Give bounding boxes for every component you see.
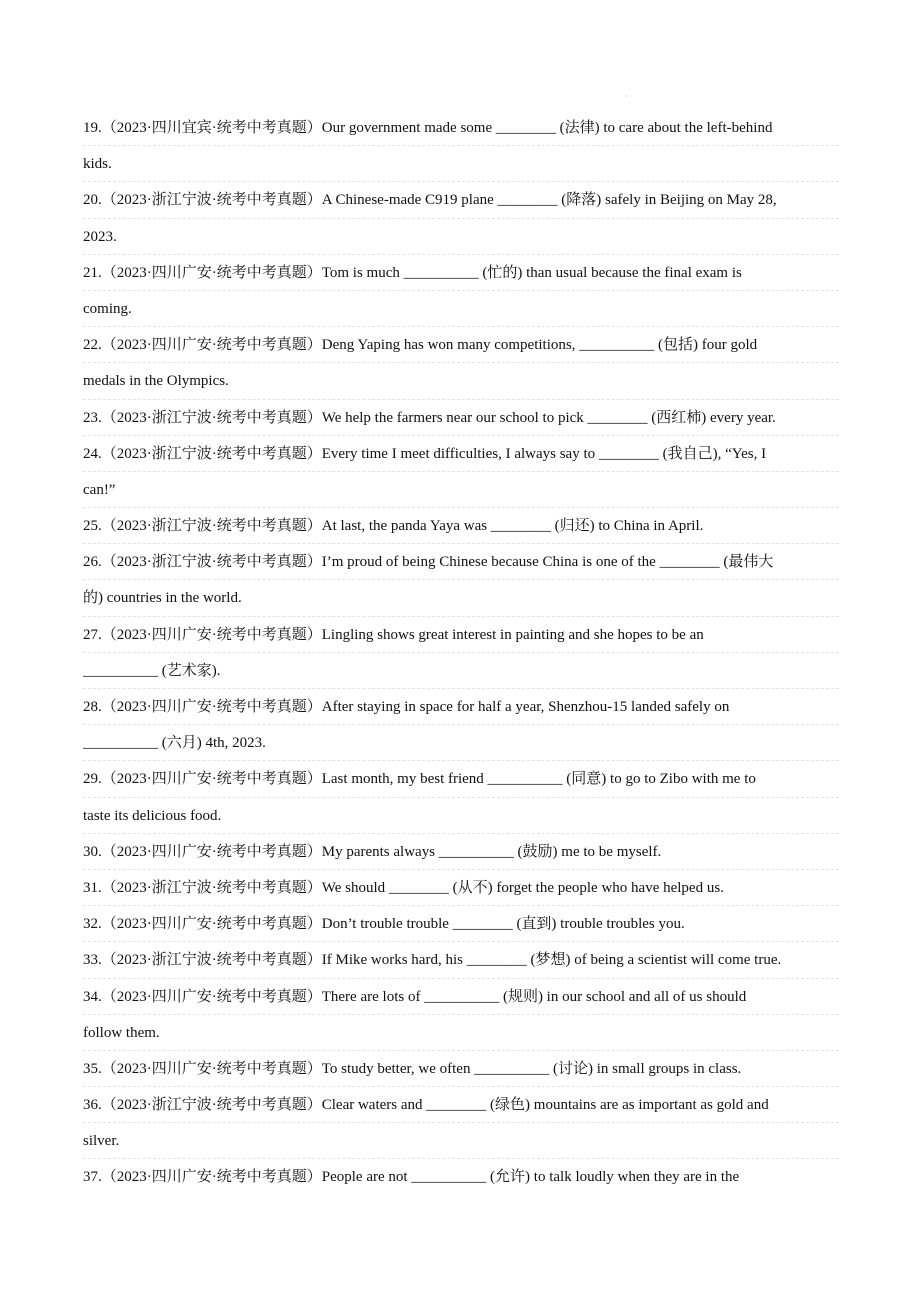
question-29-line-1: 29.（2023·四川广安·统考中考真题）Last month, my best friend __________ (同意) to go to Zibo with me to (83, 761, 839, 797)
question-36-line-1: 36.（2023·浙江宁波·统考中考真题）Clear waters and ________ (绿色) mountains are as important as gold and (83, 1087, 839, 1123)
exercise-list (83, 110, 839, 1196)
question-26-line-1: 26.（2023·浙江宁波·统考中考真题）I’m proud of being Chinese because China is one of the ________ (最伟大 (83, 544, 839, 580)
question-31-line-1: 31.（2023·浙江宁波·统考中考真题）We should ________ (从不) forget the people who have helped us. (83, 870, 839, 906)
question-21-line-1: 21.（2023·四川广安·统考中考真题）Tom is much __________ (忙的) than usual because the final exam is (83, 255, 839, 291)
question-27-line-2: __________ (艺术家). (83, 653, 839, 689)
page-dot-mark: · (625, 92, 628, 101)
question-22-line-2: medals in the Olympics. (83, 363, 839, 399)
question-21-line-2: coming. (83, 291, 839, 327)
question-28-line-2: __________ (六月) 4th, 2023. (83, 725, 839, 761)
question-22-line-1: 22.（2023·四川广安·统考中考真题）Deng Yaping has won many competitions, __________ (包括) four gold (83, 327, 839, 363)
question-30-line-1: 30.（2023·四川广安·统考中考真题）My parents always __________ (鼓励) me to be myself. (83, 834, 839, 870)
question-24-line-1: 24.（2023·浙江宁波·统考中考真题）Every time I meet difficulties, I always say to ________ (我自己), “Yes, I (83, 436, 839, 472)
question-20-line-2: 2023. (83, 219, 839, 255)
question-19-line-1: 19.（2023·四川宜宾·统考中考真题）Our government made some ________ (法律) to care about the left-behind (83, 110, 839, 146)
question-34-line-1: 34.（2023·四川广安·统考中考真题）There are lots of __________ (规则) in our school and all of us should (83, 979, 839, 1015)
question-35-line-1: 35.（2023·四川广安·统考中考真题）To study better, we often __________ (讨论) in small groups in class. (83, 1051, 839, 1087)
question-28-line-1: 28.（2023·四川广安·统考中考真题）After staying in space for half a year, Shenzhou-15 landed safely on (83, 689, 839, 725)
question-19-line-2: kids. (83, 146, 839, 182)
question-24-line-2: can!” (83, 472, 839, 508)
question-29-line-2: taste its delicious food. (83, 798, 839, 834)
question-23-line-1: 23.（2023·浙江宁波·统考中考真题）We help the farmers near our school to pick ________ (西红柿) every year. (83, 400, 839, 436)
question-37-line-1: 37.（2023·四川广安·统考中考真题）People are not __________ (允许) to talk loudly when they are in the (83, 1169, 740, 1186)
question-36-line-2: silver. (83, 1123, 839, 1159)
question-32-line-1: 32.（2023·四川广安·统考中考真题）Don’t trouble trouble ________ (直到) trouble troubles you. (83, 906, 839, 942)
question-26-line-2: 的) countries in the world. (83, 580, 839, 616)
question-34-line-2: follow them. (83, 1015, 839, 1051)
question-33-line-1: 33.（2023·浙江宁波·统考中考真题）If Mike works hard, his ________ (梦想) of being a scientist will come true. (83, 942, 839, 978)
question-27-line-1: 27.（2023·四川广安·统考中考真题）Lingling shows great interest in painting and she hopes to be an (83, 617, 839, 653)
question-20-line-1: 20.（2023·浙江宁波·统考中考真题）A Chinese-made C919 plane ________ (降落) safely in Beijing on May 28, (83, 182, 839, 218)
question-25-line-1: 25.（2023·浙江宁波·统考中考真题）At last, the panda Yaya was ________ (归还) to China in April. (83, 508, 839, 544)
